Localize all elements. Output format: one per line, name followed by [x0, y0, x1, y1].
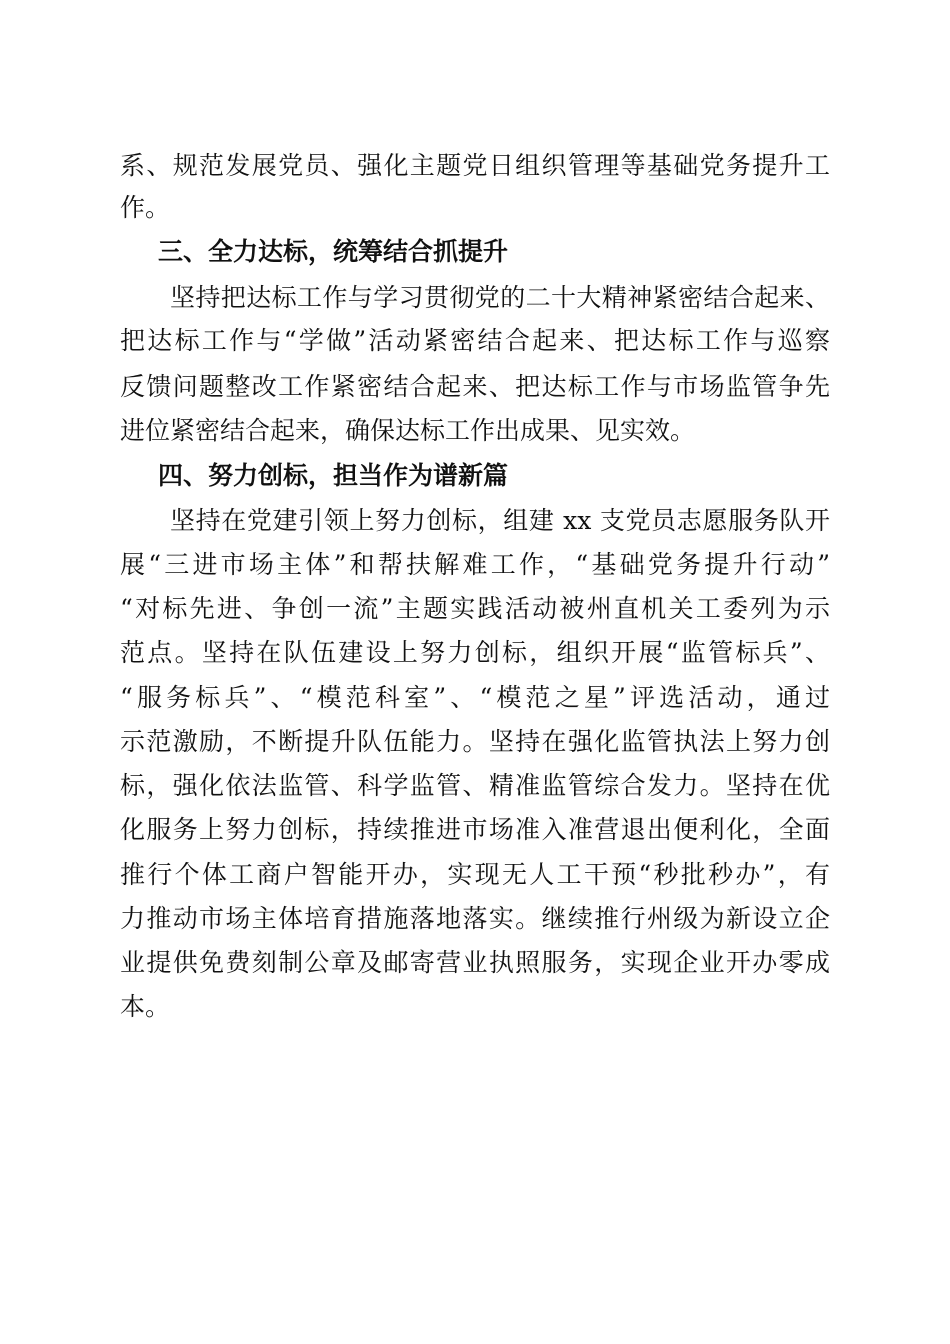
paragraph-line: 范点。坚持在队伍建设上努力创标，组织开展“监管标兵”、 [120, 638, 830, 667]
document-page [120, 0, 830, 1344]
paragraph-line: 推行个体工商户智能开办，实现无人工干预“秒批秒办”，有 [120, 860, 830, 889]
paragraph-line: 标，强化依法监管、科学监管、精准监管综合发力。坚持在优 [120, 771, 830, 800]
paragraph-line: 力推动市场主体培育措施落地落实。继续推行州级为新设立企 [120, 904, 830, 933]
paragraph-line: 反馈问题整改工作紧密结合起来、把达标工作与市场监管争先 [120, 372, 830, 401]
paragraph-line: 坚持把达标工作与学习贯彻党的二十大精神紧密结合起来、 [170, 283, 830, 312]
paragraph-line: “服务标兵”、“模范科室”、“模范之星”评选活动，通过 [120, 683, 830, 712]
paragraph-line: 进位紧密结合起来，确保达标工作出成果、见实效。 [120, 416, 696, 445]
paragraph-line: 作。 [120, 193, 171, 222]
paragraph-line: 把达标工作与“学做”活动紧密结合起来、把达标工作与巡察 [120, 326, 830, 355]
paragraph-line: 展“三进市场主体”和帮扶解难工作，“基础党务提升行动” [120, 550, 830, 579]
paragraph-line: “对标先进、争创一流”主题实践活动被州直机关工委列为示 [120, 594, 830, 623]
paragraph-line: 业提供免费刻制公章及邮寄营业执照服务，实现企业开办零成 [120, 948, 830, 977]
paragraph-line: 系、规范发展党员、强化主题党日组织管理等基础党务提升工 [120, 151, 830, 180]
paragraph-line: 示范激励，不断提升队伍能力。坚持在强化监管执法上努力创 [120, 727, 830, 756]
paragraph-line: 本。 [120, 992, 171, 1021]
paragraph-line: 化服务上努力创标，持续推进市场准入准营退出便利化，全面 [120, 815, 830, 844]
paragraph-line: 坚持在党建引领上努力创标，组建 xx 支党员志愿服务队开 [170, 506, 830, 535]
section-heading: 三、全力达标，统筹结合抓提升 [158, 237, 509, 266]
section-heading: 四、努力创标，担当作为谱新篇 [158, 461, 509, 490]
